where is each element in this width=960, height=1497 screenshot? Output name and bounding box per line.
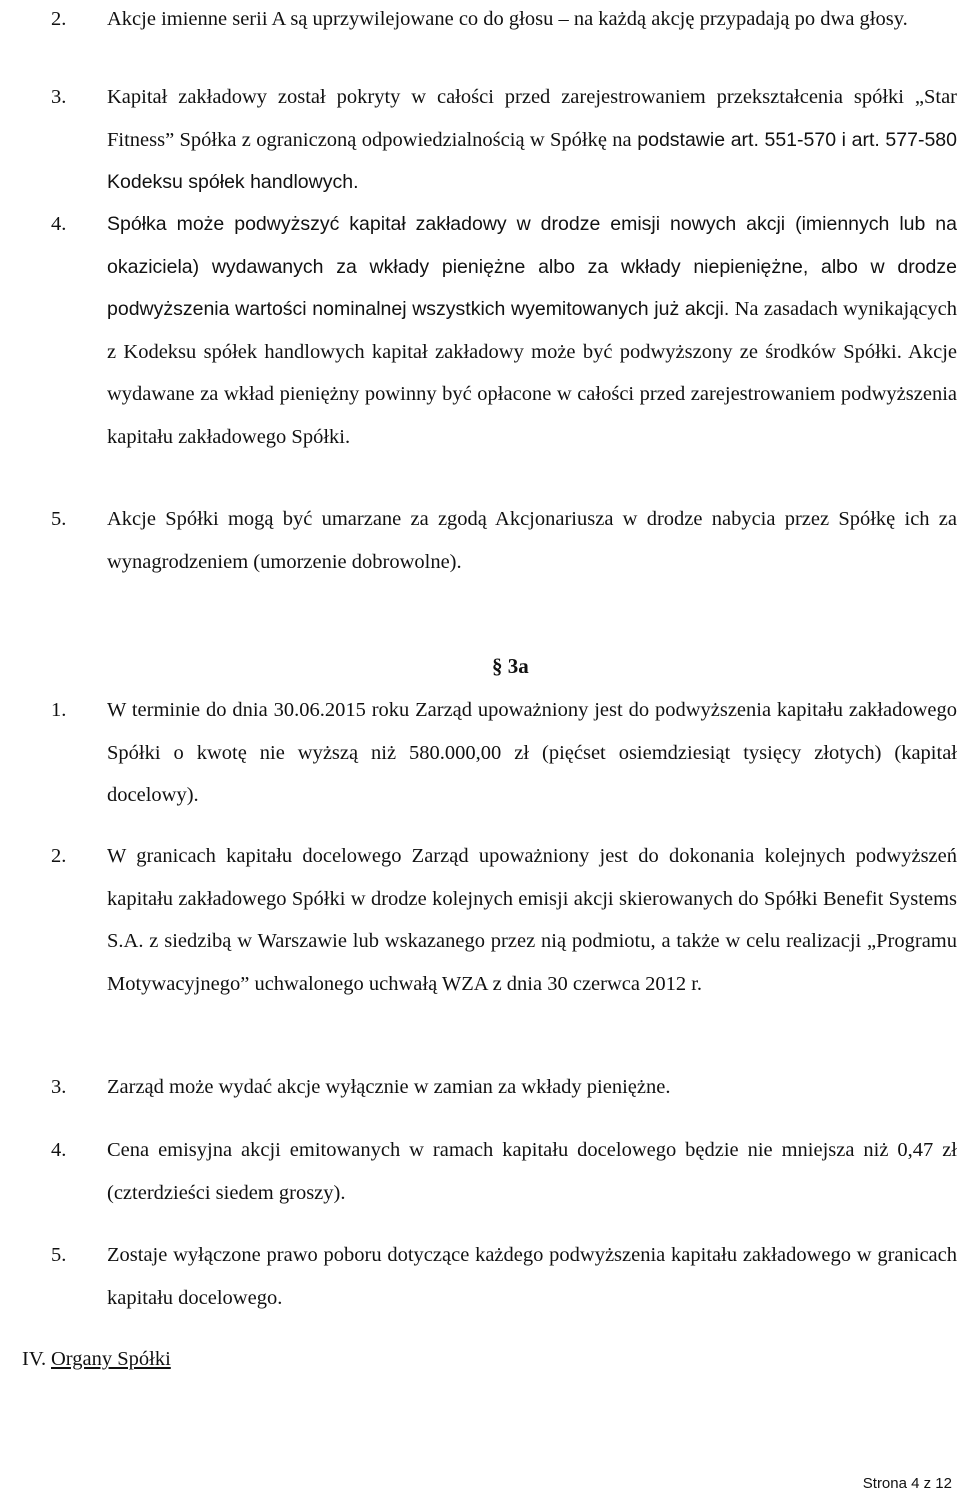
item-text: Zarząd może wydać akcje wyłącznie w zamian za wkłady pieniężne. (107, 1076, 671, 1098)
list-item (51, 498, 957, 583)
item-text (107, 76, 957, 204)
section-heading: § 3a (492, 654, 529, 678)
item-number: 2. (51, 8, 67, 30)
item-number: 4. (51, 213, 67, 235)
item-text-part: Kapitał zakładowy został pokryty w całości przed zarejestrowaniem przekształcenia spółki „Star Fitness” Spółka z ograniczoną odpowiedzialnością w Spółkę na (107, 86, 957, 151)
list-item (51, 1129, 957, 1214)
list-item (51, 203, 957, 458)
list-item (51, 76, 957, 204)
item-text: W terminie do dnia 30.06.2015 roku Zarząd upoważniony jest do podwyższenia kapitału zakładowego Spółki o kwotę nie wyższą niż 580.000,00 zł (pięćset osiemdziesiąt tysięcy złotych) (kapitał docelowy). (107, 699, 957, 806)
item-number: 5. (51, 508, 67, 530)
item-text (107, 203, 957, 458)
item-text: Akcje Spółki mogą być umarzane za zgodą Akcjonariusza w drodze nabycia przez Spółkę ich za wynagrodzeniem (umorzenie dobrowolne). (107, 508, 957, 573)
list-item (51, 0, 957, 41)
list-item (51, 1234, 957, 1319)
item-number: 1. (51, 699, 67, 721)
chapter-number: IV. (22, 1348, 47, 1370)
item-text: Akcje imienne serii A są uprzywilejowane co do głosu – na każdą akcję przypadają po dwa głosy. (107, 8, 908, 30)
item-text-part: Spółka może podwyższyć kapitał zakładowy w drodze emisji nowych akcji (imiennych lub na okaziciela) wydawanych za wkłady pieniężne albo za wkłady niepieniężne, albo w drodze podwyższenia wartości nominalnej wszystkich wyemitowanych już akcji. (107, 213, 957, 320)
list-item (51, 835, 957, 1005)
list-item (51, 689, 957, 817)
item-number: 3. (51, 1076, 67, 1098)
page-footer: Strona 4 z 12 (862, 1475, 952, 1492)
list-item (51, 1066, 957, 1109)
item-text-part: podstawie art. 551-570 i art. 577-580 Kodeksu spółek handlowych. (107, 128, 957, 193)
item-number: 3. (51, 86, 67, 108)
item-text: Cena emisyjna akcji emitowanych w ramach kapitału docelowego będzie nie mniejsza niż 0,47 zł (czterdzieści siedem groszy). (107, 1139, 957, 1204)
item-number: 5. (51, 1244, 67, 1266)
item-text: W granicach kapitału docelowego Zarząd upoważniony jest do dokonania kolejnych podwyższeń kapitału zakładowego Spółki w drodze kolejnych emisji akcji skierowanych do Spółki Benefit Systems S.A. z siedzibą w Warszawie lub wskazanego przez nią podmiotu, a także w celu realizacji „Programu Motywacyjnego” uchwalonego uchwałą WZA z dnia 30 czerwca 2012 r. (107, 845, 957, 995)
chapter-title: Organy Spółki (51, 1348, 171, 1370)
item-number: 2. (51, 845, 67, 867)
item-number: 4. (51, 1139, 67, 1161)
item-text: Zostaje wyłączone prawo poboru dotyczące każdego podwyższenia kapitału zakładowego w granicach kapitału docelowego. (107, 1244, 957, 1309)
item-text-part: Na zasadach wynikających z Kodeksu spółek handlowych kapitał zakładowy może być podwyższony ze środków Spółki. Akcje wydawane za wkład pieniężny powinny być opłacone w całości przed zarejestrowaniem podwyższenia kapitału zakładowego Spółki. (107, 298, 957, 448)
